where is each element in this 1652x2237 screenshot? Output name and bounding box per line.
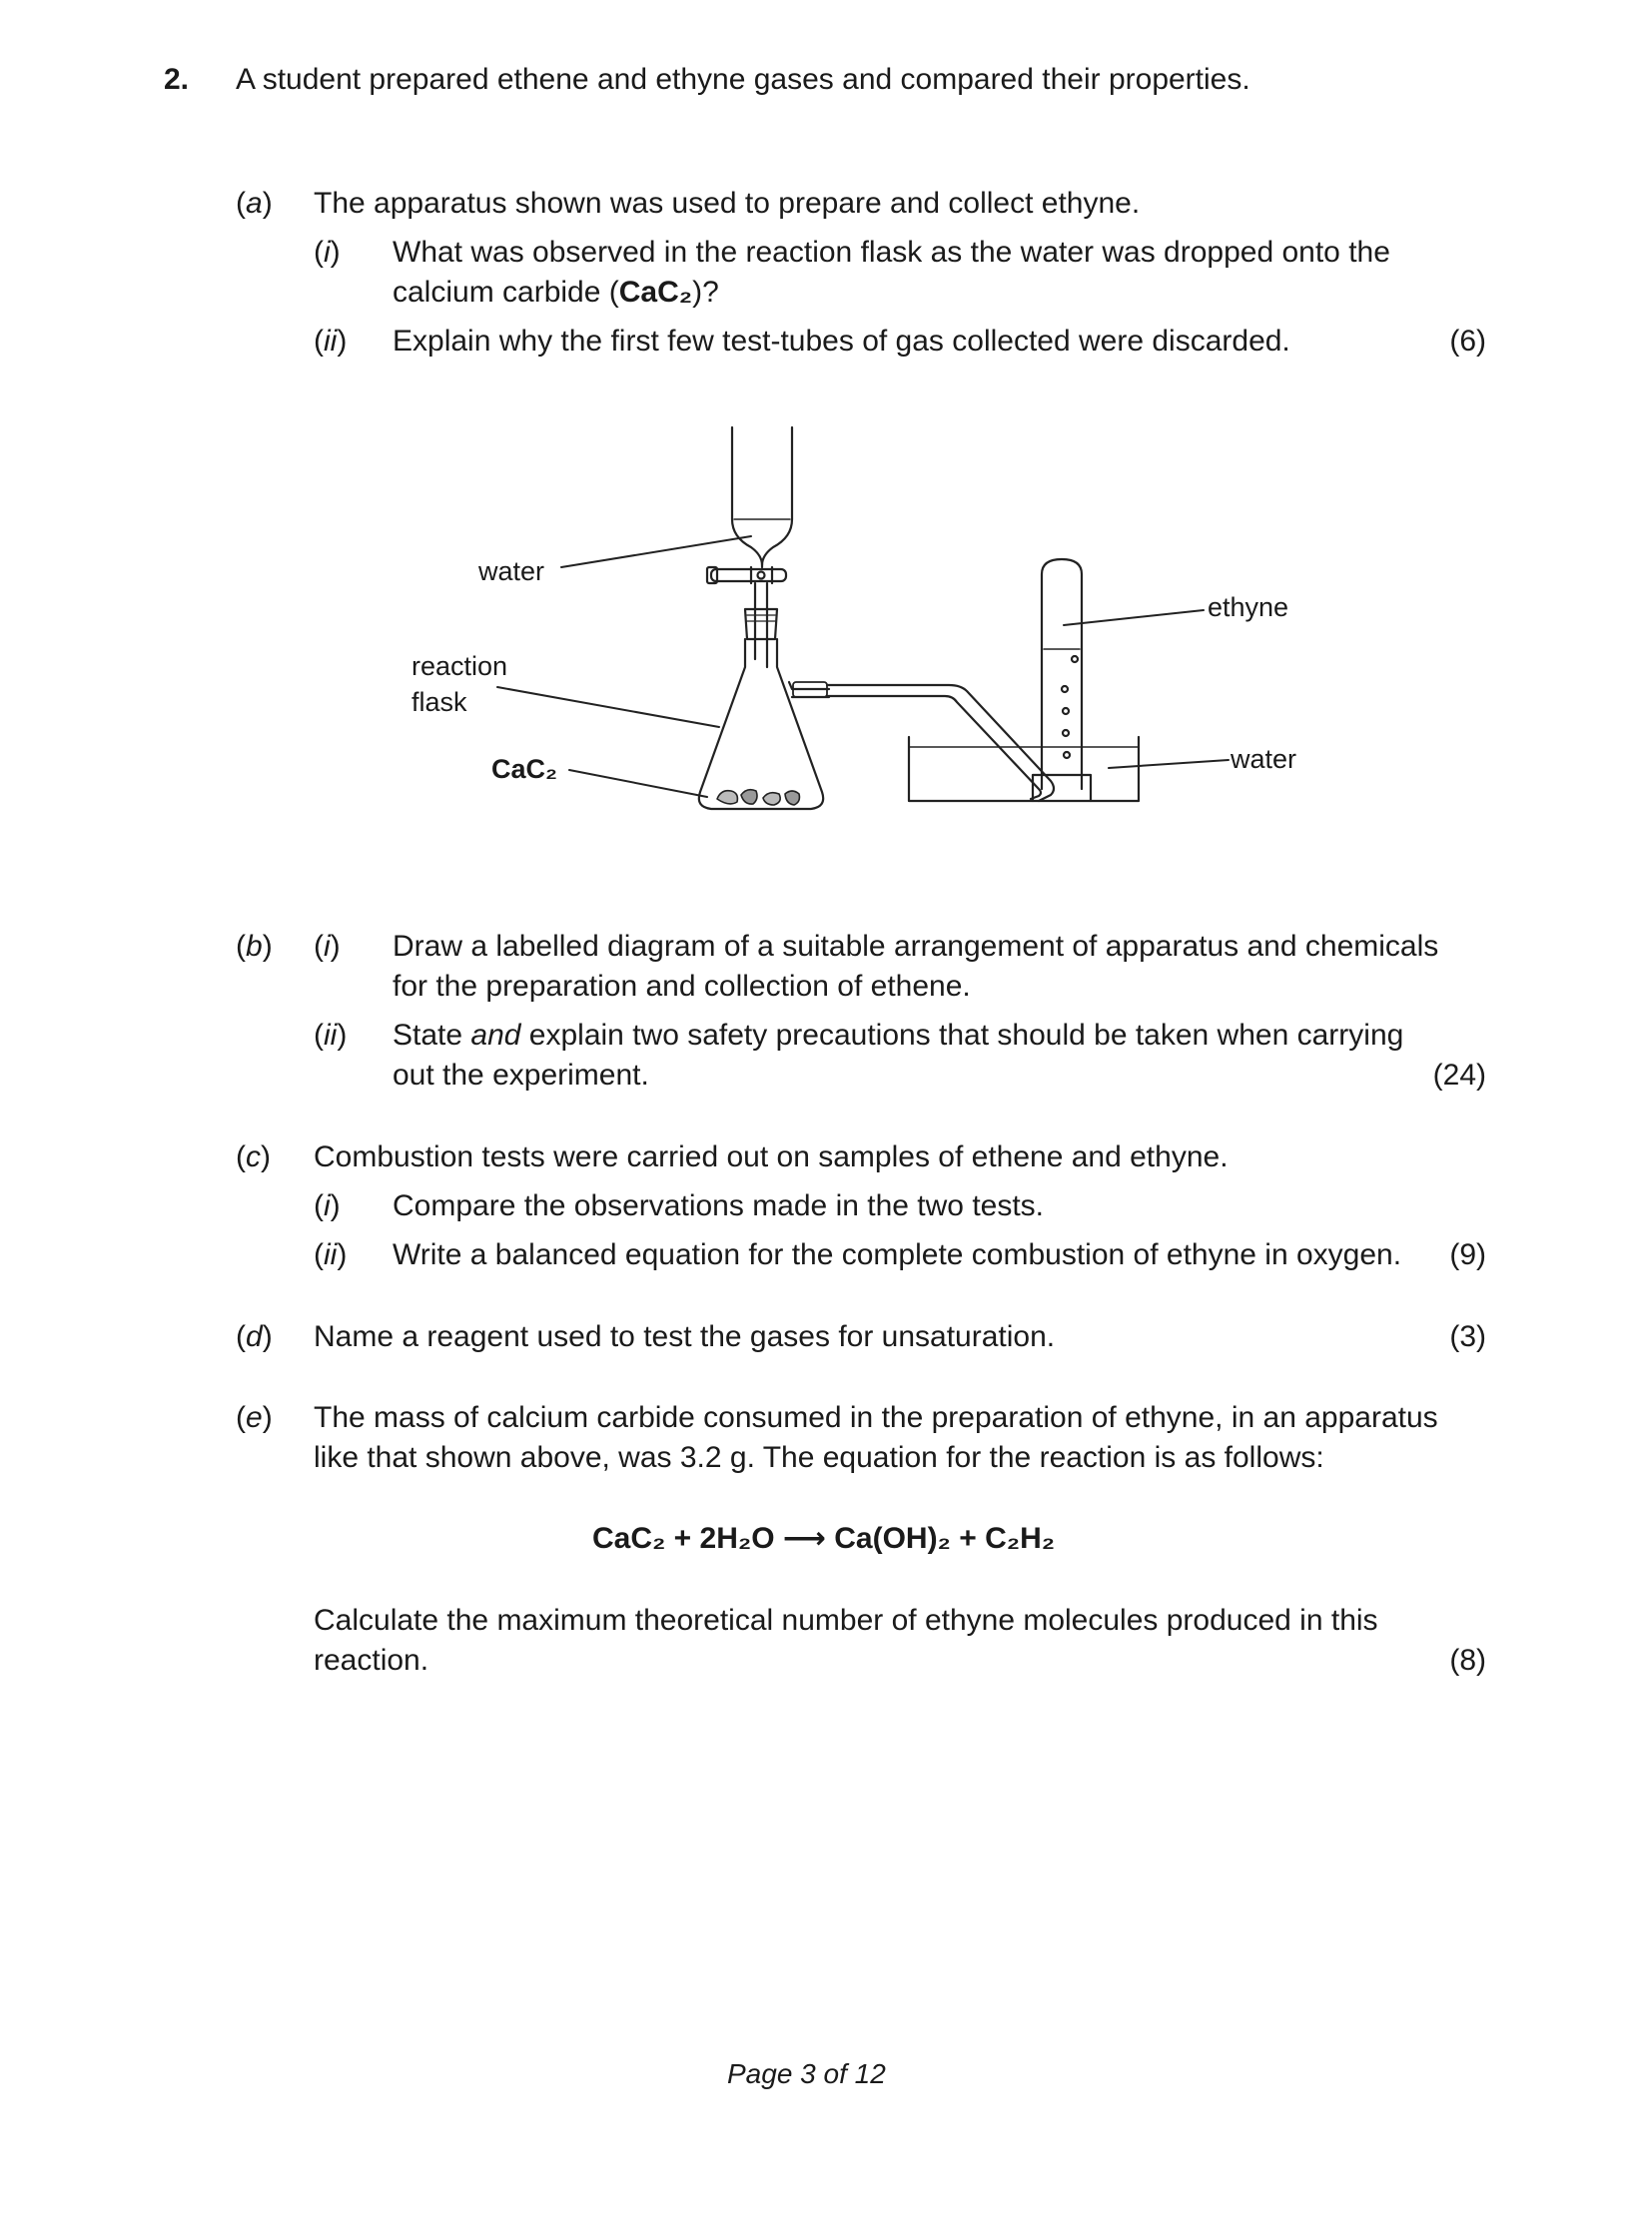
part-d-label: (d): [236, 1320, 273, 1353]
part-b-i-line2: for the preparation and collection of ethene.: [393, 970, 971, 1003]
label-water-trough: water: [1231, 744, 1297, 774]
part-b-label: (b): [236, 930, 273, 963]
part-a-text: The apparatus shown was used to prepare and collect ethyne.: [314, 187, 1141, 220]
part-b-ii-line2: out the experiment.: [393, 1059, 649, 1092]
funnel-right-wall: [762, 427, 792, 565]
part-b-i-label: (i): [314, 930, 341, 963]
part-e-label: (e): [236, 1401, 273, 1434]
pointer-ethyne: [1064, 610, 1204, 625]
part-b-ii-line1: State and explain two safety precautions that should be taken when carrying: [393, 1019, 1404, 1052]
part-e-marks: (8): [1449, 1644, 1486, 1677]
trough: [909, 737, 1139, 801]
label-reaction: reaction: [412, 651, 508, 681]
flask-side-arm-top: [789, 682, 829, 689]
reaction-equation: CaC₂ + 2H₂O ⟶ Ca(OH)₂ + C₂H₂: [592, 1522, 1056, 1555]
pointer-water-top: [561, 536, 751, 567]
part-c-i-text: Compare the observations made in the two tests.: [393, 1189, 1045, 1222]
label-flask: flask: [412, 687, 467, 717]
delivery-tube-inner: [827, 696, 1041, 799]
cac2-lumps: [717, 790, 799, 805]
bubble: [1072, 656, 1078, 662]
tube-connector: [793, 682, 827, 697]
part-e-line2: like that shown above, was 3.2 g. The equation for the reaction is as follows:: [314, 1441, 1324, 1474]
part-a-i-label: (i): [314, 236, 341, 269]
part-b-i-line1: Draw a labelled diagram of a suitable arrangement of apparatus and chemicals: [393, 930, 1439, 963]
part-d-marks: (3): [1449, 1320, 1486, 1353]
part-a-i-line2: calcium carbide (CaC₂)?: [393, 276, 719, 309]
bubble: [1063, 730, 1069, 736]
label-ethyne: ethyne: [1208, 592, 1289, 622]
stopcock-hole: [758, 572, 765, 579]
pointer-water-trough: [1109, 760, 1229, 768]
delivery-tube-outer: [827, 685, 1054, 801]
part-c-ii-text: Write a balanced equation for the complete combustion of ethyne in oxygen.: [393, 1238, 1402, 1271]
stopcock-handle: [707, 567, 717, 583]
pointer-cac2: [569, 770, 707, 797]
pointer-reaction-flask: [497, 687, 719, 727]
part-c-label: (c): [236, 1140, 271, 1173]
part-b-ii-label: (ii): [314, 1019, 348, 1052]
bubble: [1062, 686, 1068, 692]
part-a-marks: (6): [1449, 325, 1486, 358]
part-b-marks: (24): [1432, 1059, 1486, 1092]
beehive-shelf: [1033, 775, 1091, 801]
question-number: 2.: [164, 63, 190, 96]
part-a-label: (a): [236, 187, 273, 220]
label-water-funnel: water: [478, 556, 545, 586]
label-cac2: CaC₂: [491, 754, 558, 784]
funnel-left-wall: [732, 427, 762, 567]
part-c-marks: (9): [1449, 1238, 1486, 1271]
part-a-ii-text: Explain why the first few test-tubes of gas collected were discarded.: [393, 325, 1290, 358]
stopper: [745, 609, 777, 639]
question-intro: A student prepared ethene and ethyne gases and compared their properties.: [236, 63, 1250, 96]
part-e-line4: reaction.: [314, 1644, 429, 1677]
part-e-line1: The mass of calcium carbide consumed in the preparation of ethyne, in an apparatus: [314, 1401, 1438, 1434]
part-a-ii-label: (ii): [314, 325, 348, 358]
part-c-text: Combustion tests were carried out on samples of ethene and ethyne.: [314, 1140, 1229, 1173]
part-e-line3: Calculate the maximum theoretical number of ethyne molecules produced in this: [314, 1604, 1378, 1637]
bubble: [1064, 752, 1070, 758]
test-tube: [1042, 559, 1082, 789]
part-c-ii-label: (ii): [314, 1238, 348, 1271]
part-a-i-line1: What was observed in the reaction flask as the water was dropped onto the: [393, 236, 1390, 269]
conical-flask: [699, 639, 823, 809]
stopcock-barrel: [711, 569, 786, 581]
page-footer: Page 3 of 12: [727, 2058, 886, 2089]
part-d-text: Name a reagent used to test the gases for unsaturation.: [314, 1320, 1056, 1353]
part-c-i-label: (i): [314, 1189, 341, 1222]
bubble: [1063, 708, 1069, 714]
